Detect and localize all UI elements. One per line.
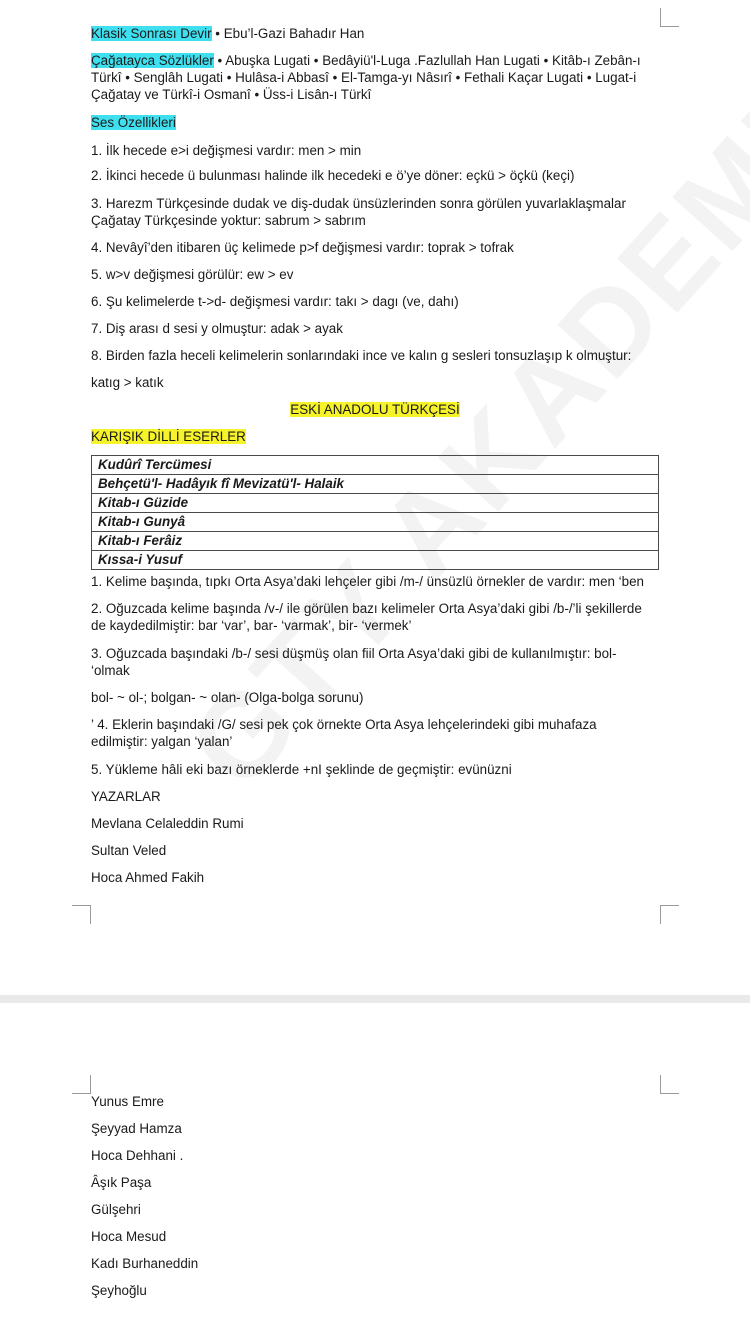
table-row: [92, 551, 659, 570]
oguz-item: 1. Kelime başında, tıpkı Orta Asya’daki lehçeler gibi /m-/ ünsüzlü örnekler de vardır: men ‘ben: [91, 574, 645, 589]
author-name: Hoca Dehhani .: [91, 1148, 184, 1163]
page-corner-mark: [660, 905, 679, 924]
section-heading-yazarlar: YAZARLAR: [91, 789, 161, 804]
section-heading-karisik: KARIŞIK DİLLİ ESERLER: [91, 429, 246, 444]
author-name: Gülşehri: [91, 1202, 141, 1217]
author-name: Yunus Emre: [91, 1094, 164, 1109]
page-corner-mark: [72, 1075, 91, 1094]
cagatayca-sozlukler-paragraph: Çağatayca Sözlükler • Abuşka Lugati • Bedâyiü'l-Luga .Fazlullah Han Lugati • Kitâb-ı Zebân-ı Türkî • Senglâh Lugati • Hulâsa-i Abbasî • El-Tamga-yı Nâsırî • Fethali Kaçar Lugati • Lugat-i Çağatay ve Türkî-i Osmanî • Üss-i Lisân-ı Türkî: [91, 53, 641, 102]
highlighted-term: Çağatayca Sözlükler: [91, 53, 214, 68]
table-row: [92, 532, 659, 551]
ses-item: 2. İkinci hecede ü bulunması halinde ilk hecedeki e ö’ye döner: eçkü > öçkü (keçi): [91, 168, 575, 183]
table-cell: Kitab-ı Gunyâ: [92, 513, 659, 532]
oguz-item: 3. Oğuzcada başındaki /b-/ sesi düşmüş olan fiil Orta Asya’daki gibi de kullanılmıştır: bol- ‘olmak: [91, 646, 617, 678]
section-heading-eski-anadolu: ESKİ ANADOLU TÜRKÇESİ: [290, 402, 460, 417]
oguz-item: 5. Yükleme hâli eki bazı örneklerde +nI şeklinde de geçmiştir: evünüzni: [91, 762, 512, 777]
table-row: [92, 456, 659, 475]
author-name: Şeyhoğlu: [91, 1283, 147, 1298]
page-corner-mark: [660, 1075, 679, 1094]
ses-item: 4. Nevâyî’den itibaren üç kelimede p>f değişmesi vardır: toprak > tofrak: [91, 240, 514, 255]
section-heading-ses: Ses Özellikleri: [91, 115, 176, 130]
table-cell: Kudûrî Tercümesi: [92, 456, 659, 475]
ses-item: katıg > katık: [91, 375, 164, 390]
ses-item: 3. Harezm Türkçesinde dudak ve diş-dudak ünsüzlerinden sonra görülen yuvarlaklaşmalar Çağatay Türkçesinde yoktur: sabrum > sabrım: [91, 196, 626, 228]
author-name: Kadı Burhaneddin: [91, 1256, 199, 1271]
oguz-item: 2. Oğuzcada kelime başında /v-/ ile görülen bazı kelimeler Orta Asya’daki gibi /b-/’li şekillerde de kaydedilmiştir: bar ‘var’, bar- ‘varmak’, bir- ‘vermek’: [91, 601, 642, 633]
table-cell: Kıssa-i Yusuf: [92, 551, 659, 570]
author-name: Şeyyad Hamza: [91, 1121, 182, 1136]
document-page-2: [0, 1003, 750, 1325]
highlighted-term: Klasik Sonrası Devir: [91, 26, 212, 41]
ses-item: 8. Birden fazla heceli kelimelerin sonlarındaki ince ve kalın g sesleri tonsuzlaşıp k olmuştur:: [91, 348, 632, 363]
table-cell: Kitab-ı Güzide: [92, 494, 659, 513]
page-separator: [0, 995, 750, 1003]
ses-item: 6. Şu kelimelerde t->d- değişmesi vardır: takı > dagı (ve, dahı): [91, 294, 459, 309]
table-cell: Kitab-ı Ferâiz: [92, 532, 659, 551]
oguz-item: bol- ~ ol-; bolgan- ~ olan- (Olga-bolga sorunu): [91, 690, 364, 705]
author-name: Âşık Paşa: [91, 1175, 152, 1190]
page-corner-mark: [72, 905, 91, 924]
ses-item: 5. w>v değişmesi görülür: ew > ev: [91, 267, 294, 282]
ses-item: 7. Diş arası d sesi y olmuştur: adak > ayak: [91, 321, 343, 336]
author-name: Hoca Ahmed Fakih: [91, 870, 205, 885]
ses-item: 1. İlk hecede e>i değişmesi vardır: men > min: [91, 143, 362, 158]
author-name: Hoca Mesud: [91, 1229, 167, 1244]
author-name: Sultan Veled: [91, 843, 167, 858]
table-cell: Behçetü'l- Hadâyık fî Mevizatü'l- Halaik: [92, 475, 659, 494]
table-row: [92, 494, 659, 513]
works-table: [91, 455, 659, 570]
author-name: Mevlana Celaleddin Rumi: [91, 816, 244, 831]
table-row: [92, 475, 659, 494]
klasik-sonrasi-line: Klasik Sonrası Devir • Ebu’l-Gazi Bahadır Han: [91, 26, 365, 41]
oguz-item: ’ 4. Eklerin başındaki /G/ sesi pek çok örnekte Orta Asya lehçelerindeki gibi muhafaza edilmiştir: yalgan ‘yalan’: [91, 717, 597, 749]
table-row: [92, 513, 659, 532]
